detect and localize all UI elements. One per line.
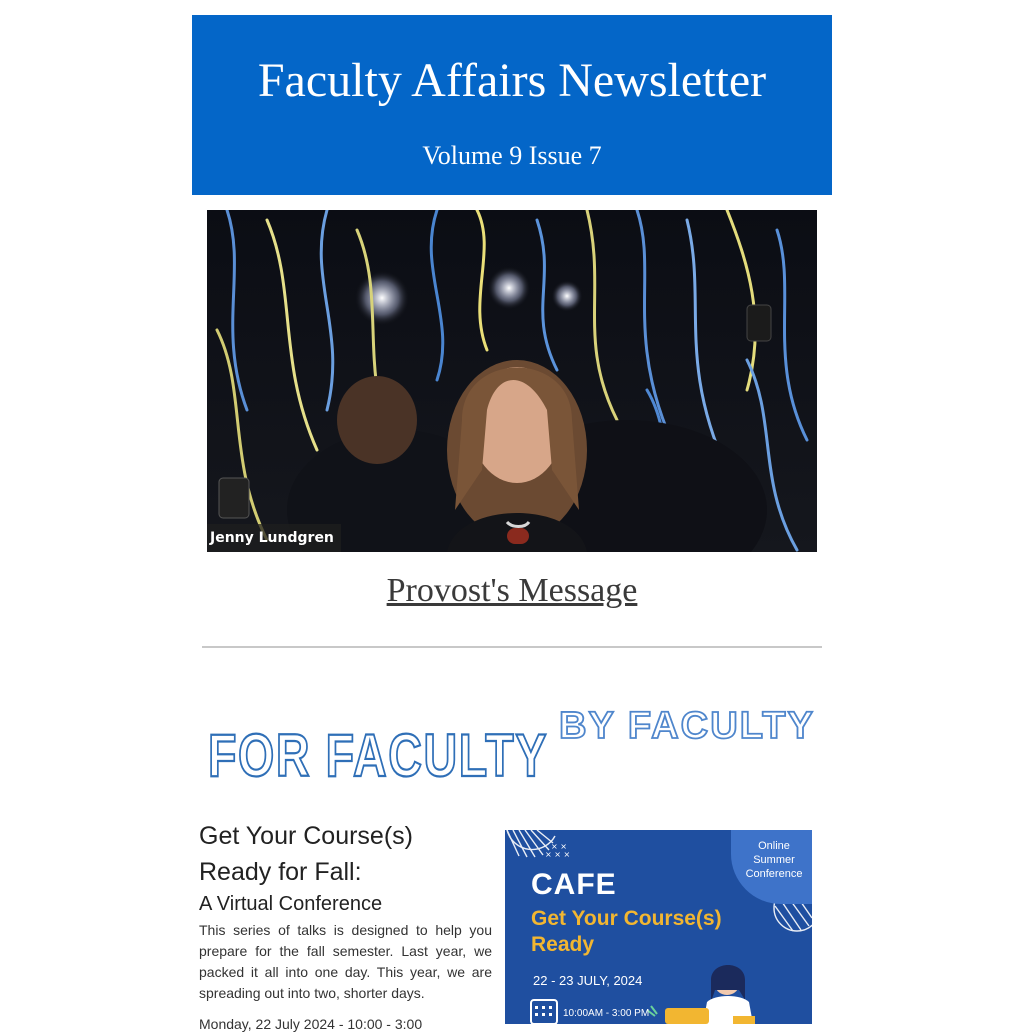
- provosts-message-link[interactable]: Provost's Message: [386, 572, 638, 609]
- svg-text:× × ×: × × ×: [545, 850, 571, 859]
- conference-article: [199, 818, 492, 1035]
- newsletter-title: Faculty Affairs Newsletter: [257, 54, 767, 107]
- issue-label: Volume 9 Issue 7: [422, 141, 602, 170]
- for-faculty-text: FOR FACULTY: [208, 722, 548, 789]
- article-body: This series of talks is designed to help you prepare for the fall semester. Last year, we packed it all into one day. This year, we are spreading out into two, shorter days.: [199, 922, 492, 1001]
- article-title-line1: Get Your Course(s): [199, 822, 413, 850]
- section-divider: [202, 646, 822, 648]
- speaker-name-tag: Jenny Lundgren: [207, 524, 341, 552]
- session-date: Monday, 22 July 2024 - 10:00 - 3:00: [199, 1016, 423, 1032]
- cafe-brand: CAFE: [531, 868, 617, 901]
- online-summer-conference-label: Online Summer Conference: [745, 840, 803, 880]
- article-title-line2: Ready for Fall:: [199, 858, 362, 886]
- cafe-dates: 22 - 23 JULY, 2024: [533, 973, 643, 988]
- cafe-headline: Get Your Course(s) Ready: [531, 907, 722, 956]
- by-faculty-text: BY FACULTY: [559, 705, 815, 747]
- cafe-time: 10:00AM - 3:00 PM: [563, 1008, 650, 1019]
- article-subtitle: A Virtual Conference: [199, 893, 383, 915]
- for-faculty-by-faculty-banner: [204, 700, 820, 790]
- graduation-photo: [207, 210, 817, 552]
- provost-video-thumbnail[interactable]: [207, 210, 817, 552]
- person-at-laptop-illustration: [647, 965, 755, 1024]
- cafe-conference-flyer[interactable]: [505, 830, 812, 1024]
- newsletter-header: [192, 15, 832, 195]
- svg-text:× ×: × ×: [551, 842, 567, 851]
